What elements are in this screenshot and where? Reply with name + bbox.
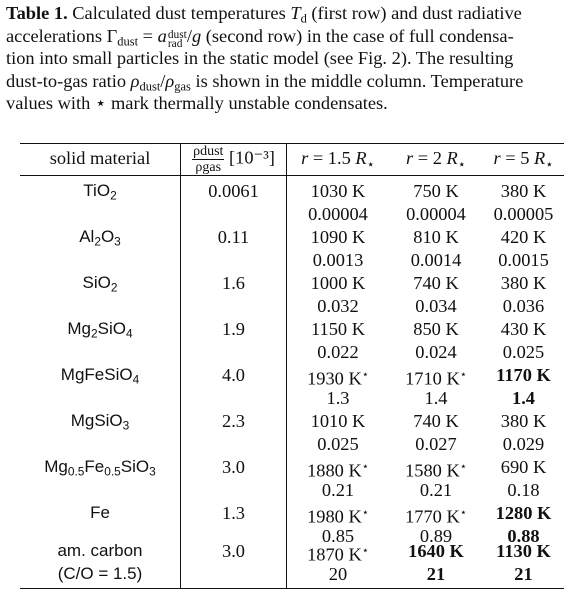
material-am-carbon: am. carbon bbox=[57, 541, 143, 560]
acceleration-value: 0.022 bbox=[317, 342, 359, 362]
temperature-value: 850 K bbox=[413, 319, 459, 339]
ratio-value: 4.0 bbox=[222, 365, 245, 385]
unstable-star-mark: ⋆ bbox=[361, 369, 369, 381]
temperature-value: 1090 K bbox=[310, 227, 366, 247]
unstable-star-mark: ⋆ bbox=[459, 369, 467, 381]
ratio-numerator: ρdust bbox=[193, 144, 224, 159]
material-am-carbon-note: (C/O = 1.5) bbox=[57, 564, 143, 583]
acceleration-value: 1.4 bbox=[424, 388, 448, 408]
temperature-value: 380 K bbox=[500, 181, 547, 201]
temperature-value: 1150 K bbox=[311, 319, 365, 339]
temperature-value: 1130 K bbox=[496, 541, 551, 561]
acceleration-value: 21 bbox=[426, 564, 446, 584]
header-radius-2: r = 2 $R_⋆$ bbox=[405, 148, 467, 172]
material-mg2sio4: $Mg_2SiO_4$ bbox=[67, 319, 133, 341]
temperature-value: 430 K bbox=[500, 319, 547, 339]
acceleration-value: 0.025 bbox=[317, 434, 359, 454]
ratio-value: 3.0 bbox=[222, 541, 245, 561]
ratio-value: 1.6 bbox=[222, 273, 245, 293]
unstable-star-mark: ⋆ bbox=[361, 507, 369, 519]
acceleration-value: 0.027 bbox=[415, 434, 457, 454]
acceleration-value: 0.00004 bbox=[406, 204, 466, 224]
acceleration-value: 0.89 bbox=[419, 526, 453, 546]
temperature-value: 1870 K⋆ bbox=[307, 544, 369, 565]
ratio-value: 0.11 bbox=[217, 227, 250, 247]
temperature-value: 1170 K bbox=[496, 365, 551, 385]
temperature-value: 1580 K⋆ bbox=[405, 460, 467, 481]
table-top-rule bbox=[20, 143, 564, 144]
temperature-value: 740 K bbox=[413, 273, 459, 293]
acceleration-value: 0.21 bbox=[321, 480, 355, 500]
header-radius-1-5: r = 1.5 $R_⋆$ bbox=[301, 148, 375, 172]
temperature-value: 740 K bbox=[413, 411, 459, 431]
dust-temperature-table bbox=[20, 143, 564, 589]
temperature-value: 1280 K bbox=[495, 503, 552, 523]
material-mgfesio4: MgFeSiO$_4$ bbox=[60, 365, 140, 387]
temperature-value: 690 K bbox=[500, 457, 547, 477]
acceleration-value: 0.024 bbox=[415, 342, 457, 362]
acceleration-value: 0.18 bbox=[507, 480, 540, 500]
temperature-value: 1770 K⋆ bbox=[405, 506, 467, 527]
temperature-value: 1710 K⋆ bbox=[405, 368, 467, 389]
temperature-value: 810 K bbox=[413, 227, 459, 247]
acceleration-value: 0.00005 bbox=[493, 204, 554, 224]
acceleration-value: 0.034 bbox=[415, 296, 457, 316]
unstable-star-mark: ⋆ bbox=[361, 545, 369, 557]
acceleration-value: 0.0015 bbox=[498, 250, 549, 270]
table-divider-1 bbox=[180, 143, 181, 589]
temperature-value: 1030 K bbox=[310, 181, 366, 201]
material-al2o3: $Al_2O_3$ bbox=[79, 227, 121, 249]
temperature-value: 380 K bbox=[500, 411, 547, 431]
acceleration-value: 21 bbox=[514, 564, 533, 584]
acceleration-value: 0.0014 bbox=[410, 250, 462, 270]
acceleration-value: 1.3 bbox=[326, 388, 350, 408]
temperature-value: 380 K bbox=[500, 273, 547, 293]
temperature-value: 1880 K⋆ bbox=[307, 460, 369, 481]
unstable-star-mark: ⋆ bbox=[459, 507, 467, 519]
table-caption bbox=[6, 2, 570, 115]
ratio-fraction bbox=[192, 144, 224, 175]
ratio-value: 1.3 bbox=[222, 503, 245, 523]
caption-line-2: accelerations $\Gamma_{dust} = a$ dust rad /g (second row) in the case of full condensa- bbox=[6, 25, 514, 50]
acceleration-value: 0.032 bbox=[317, 296, 359, 316]
temperature-value: 1000 K bbox=[310, 273, 366, 293]
header-solid-material: solid material bbox=[49, 148, 151, 168]
temperature-value: 1010 K bbox=[310, 411, 366, 431]
acceleration-value: 0.21 bbox=[419, 480, 453, 500]
material-fe: Fe bbox=[90, 503, 110, 522]
caption-line-5: values with ⋆ mark thermally unstable condensates. bbox=[6, 93, 388, 113]
acceleration-value: 1.4 bbox=[512, 388, 535, 408]
ratio-value: 0.0061 bbox=[208, 181, 259, 201]
acceleration-value: 0.88 bbox=[507, 526, 540, 546]
ratio-denominator: ρgas bbox=[195, 160, 222, 175]
header-radius-5: r = 5 $R_⋆$ bbox=[493, 148, 554, 172]
acceleration-value: 0.029 bbox=[502, 434, 545, 454]
unstable-star-mark: ⋆ bbox=[361, 461, 369, 473]
ratio-value: 2.3 bbox=[222, 411, 245, 431]
caption-line-1: Table 1. Calculated dust temperatures $T_d$ (first row) and dust radiative bbox=[6, 3, 522, 26]
acceleration-value: 0.85 bbox=[321, 526, 355, 546]
unstable-star-mark: ⋆ bbox=[459, 461, 467, 473]
acceleration-value: 0.00004 bbox=[308, 204, 368, 224]
material-tio2: TiO$_2$ bbox=[83, 181, 117, 203]
material-mg05fe05sio3: $Mg_{0.5}Fe_{0.5}SiO_3$ bbox=[44, 457, 156, 479]
temperature-value: 1930 K⋆ bbox=[307, 368, 369, 389]
acceleration-value: 20 bbox=[328, 564, 348, 584]
ratio-value: 1.9 bbox=[222, 319, 245, 339]
acceleration-value: 0.036 bbox=[502, 296, 545, 316]
temperature-value: 1980 K⋆ bbox=[307, 506, 369, 527]
temperature-value: 1640 K bbox=[408, 541, 464, 561]
material-sio2: SiO$_2$ bbox=[82, 273, 118, 295]
ratio-value: 3.0 bbox=[222, 457, 245, 477]
table-bottom-rule bbox=[20, 588, 564, 589]
caption-label: Table 1. bbox=[6, 3, 68, 23]
caption-line-3: tion into small particles in the static model (see Fig. 2). The resulting bbox=[6, 48, 514, 68]
acceleration-value: 0.0013 bbox=[312, 250, 364, 270]
temperature-value: 420 K bbox=[500, 227, 547, 247]
temperature-value: 750 K bbox=[413, 181, 459, 201]
acceleration-value: 0.025 bbox=[502, 342, 545, 362]
ratio-unit: [10⁻³] bbox=[229, 147, 275, 168]
material-mgsio3: MgSiO$_3$ bbox=[70, 411, 130, 433]
header-dust-to-gas-ratio bbox=[182, 144, 285, 175]
caption-line-4: dust-to-gas ratio $\rho_{dust}/\rho_{gas}$ is shown in the middle column. Temperature bbox=[6, 70, 524, 93]
